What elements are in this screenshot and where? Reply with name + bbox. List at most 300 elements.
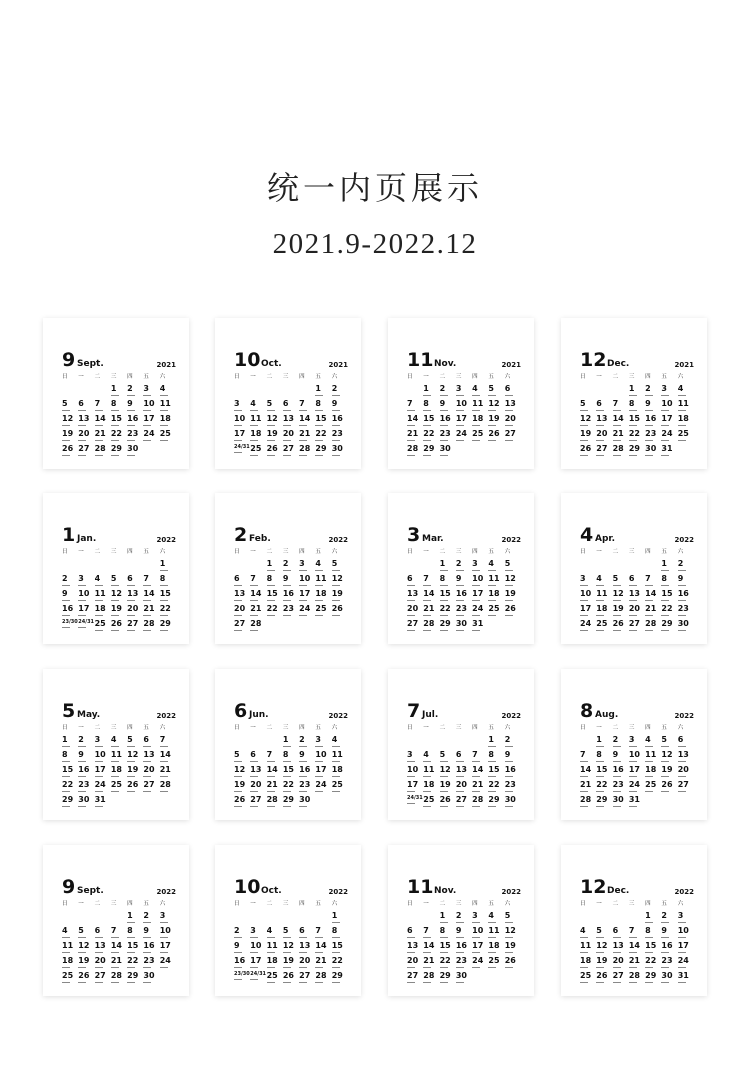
weekday-label: 五 <box>315 549 321 555</box>
lunar-date-mark <box>440 791 448 793</box>
lunar-date-mark <box>62 967 70 969</box>
month-number: 6 <box>234 700 248 722</box>
weekday-label: 一 <box>423 901 429 907</box>
lunar-date-mark <box>423 937 431 939</box>
day-cell <box>472 926 488 941</box>
lunar-date-mark <box>283 410 291 412</box>
day-cell <box>505 574 521 589</box>
day-number: 12 <box>661 750 673 759</box>
lunar-date-mark <box>661 455 669 457</box>
day-number: 13 <box>94 941 106 950</box>
day-number: 8 <box>645 926 651 935</box>
lunar-date-mark <box>613 952 621 954</box>
weekday-label: 日 <box>62 725 68 731</box>
day-number: 27 <box>234 619 246 628</box>
weekday-label: 六 <box>677 549 684 555</box>
lunar-date-mark <box>596 746 604 748</box>
day-number: 9 <box>78 750 84 759</box>
lunar-date-mark <box>127 630 135 632</box>
weekday-label: 六 <box>331 901 338 907</box>
day-number: 22 <box>282 780 294 789</box>
day-number: 1 <box>423 384 429 393</box>
weekday-label: 五 <box>661 725 667 731</box>
empty-day-cell <box>580 559 596 574</box>
lunar-date-mark <box>423 395 431 397</box>
lunar-date-mark <box>78 455 86 457</box>
day-cell <box>283 926 299 941</box>
lunar-date-mark <box>143 761 151 763</box>
day-cell <box>250 971 266 986</box>
day-cell <box>456 619 472 634</box>
day-number: 23 <box>331 429 343 438</box>
day-cell <box>95 780 111 795</box>
lunar-date-mark <box>315 455 323 457</box>
day-cell <box>267 750 283 765</box>
day-number: 24 <box>661 429 673 438</box>
lunar-date-mark <box>645 967 653 969</box>
lunar-date-mark <box>645 395 653 397</box>
day-number: 14 <box>250 589 262 598</box>
day-cell <box>596 414 612 429</box>
lunar-date-mark <box>472 922 480 924</box>
weekday-label: 日 <box>580 901 586 907</box>
day-cell <box>160 429 176 444</box>
day-cell <box>456 559 472 574</box>
lunar-date-mark <box>661 922 669 924</box>
empty-day-cell <box>440 735 456 750</box>
lunar-date-mark <box>440 776 448 778</box>
empty-day-cell <box>62 384 78 399</box>
lunar-date-mark <box>267 952 275 954</box>
month-header <box>62 875 176 897</box>
day-number: 3 <box>250 926 256 935</box>
day-cell <box>250 414 266 429</box>
day-number: 6 <box>677 735 684 744</box>
lunar-date-mark <box>613 761 621 763</box>
day-number: 14 <box>472 765 484 774</box>
weekday-label: 二 <box>94 549 101 555</box>
day-cell <box>472 589 488 604</box>
year-label: 2022 <box>501 888 521 896</box>
day-cell <box>299 444 315 459</box>
day-number: 15 <box>645 941 657 950</box>
lunar-date-mark <box>505 440 513 442</box>
lunar-date-mark <box>580 440 588 442</box>
lunar-date-mark <box>315 425 323 427</box>
day-cell <box>661 780 677 795</box>
day-cell <box>315 414 331 429</box>
day-cell <box>283 444 299 459</box>
day-number: 4 <box>62 926 68 935</box>
day-number: 23 <box>677 604 689 613</box>
day-number: 31 <box>661 444 673 453</box>
lunar-date-mark <box>62 982 70 984</box>
day-number: 7 <box>645 574 651 583</box>
lunar-date-mark <box>234 967 242 969</box>
day-number: 29 <box>331 971 343 980</box>
lunar-date-mark <box>629 761 637 763</box>
lunar-date-mark <box>629 791 637 793</box>
weekday-label: 六 <box>159 549 166 555</box>
day-cell <box>505 765 521 780</box>
month-number: 12 <box>580 876 607 898</box>
weekday-header-row <box>407 548 521 556</box>
month-number: 2 <box>234 524 248 546</box>
day-number: 20 <box>504 414 516 423</box>
lunar-date-mark <box>629 982 637 984</box>
weekday-label: 六 <box>159 725 166 731</box>
lunar-date-mark <box>299 600 307 602</box>
day-cell <box>456 926 472 941</box>
year-label: 2021 <box>156 361 176 369</box>
day-cell <box>613 574 629 589</box>
weekday-label: 三 <box>628 549 635 555</box>
day-number: 18 <box>596 604 608 613</box>
lunar-date-mark <box>505 937 513 939</box>
day-cell <box>234 926 250 941</box>
weekday-label: 六 <box>159 374 166 380</box>
lunar-date-mark <box>596 776 604 778</box>
lunar-date-mark <box>250 455 258 457</box>
month-calendar-card <box>561 318 707 469</box>
day-number: 24/31 <box>250 971 267 977</box>
lunar-date-mark <box>661 791 669 793</box>
day-cell <box>440 926 456 941</box>
day-number: 19 <box>127 765 139 774</box>
day-cell <box>95 926 111 941</box>
year-label: 2022 <box>674 712 694 720</box>
day-cell <box>127 750 143 765</box>
lunar-date-mark <box>250 600 258 602</box>
lunar-date-mark <box>299 967 307 969</box>
day-number: 18 <box>266 956 278 965</box>
lunar-date-mark <box>678 761 686 763</box>
empty-day-cell <box>127 559 143 574</box>
lunar-date-mark <box>472 791 480 793</box>
lunar-date-mark <box>440 615 448 617</box>
month-calendar-card <box>43 318 189 469</box>
lunar-date-mark <box>661 746 669 748</box>
weekday-label: 五 <box>143 549 149 555</box>
day-number: 22 <box>488 780 500 789</box>
day-cell <box>299 604 315 619</box>
year-label: 2022 <box>156 536 176 544</box>
lunar-date-mark <box>160 630 168 632</box>
lunar-date-mark <box>127 982 135 984</box>
day-cell <box>661 750 677 765</box>
day-cell <box>160 589 176 604</box>
lunar-date-mark <box>678 937 686 939</box>
day-cell <box>267 941 283 956</box>
lunar-date-mark <box>440 585 448 587</box>
day-cell <box>332 941 348 956</box>
day-number: 11 <box>250 414 262 423</box>
lunar-date-mark <box>423 600 431 602</box>
day-cell <box>645 604 661 619</box>
day-number: 11 <box>488 926 500 935</box>
day-cell <box>661 956 677 971</box>
day-number: 18 <box>677 414 689 423</box>
month-header <box>580 523 694 545</box>
weekday-label: 日 <box>62 374 68 380</box>
day-cell <box>160 414 176 429</box>
day-number: 25 <box>596 619 608 628</box>
day-cell <box>78 414 94 429</box>
lunar-date-mark <box>456 585 464 587</box>
weekday-label: 六 <box>677 374 684 380</box>
day-cell <box>407 926 423 941</box>
empty-day-cell <box>95 911 111 926</box>
lunar-date-mark <box>250 585 258 587</box>
day-number: 17 <box>455 414 467 423</box>
lunar-date-mark <box>160 761 168 763</box>
empty-day-cell <box>250 735 266 750</box>
day-number: 27 <box>455 795 467 804</box>
day-cell <box>678 589 694 604</box>
lunar-date-mark <box>580 585 588 587</box>
days-grid <box>407 559 521 634</box>
day-number: 18 <box>62 956 74 965</box>
day-cell <box>505 941 521 956</box>
day-number: 11 <box>645 750 657 759</box>
month-header <box>234 875 348 897</box>
lunar-date-mark <box>661 776 669 778</box>
day-number: 11 <box>266 941 278 950</box>
lunar-date-mark <box>580 615 588 617</box>
lunar-date-mark <box>160 791 168 793</box>
lunar-date-mark <box>629 937 637 939</box>
day-number: 2 <box>612 735 619 744</box>
day-cell <box>78 971 94 986</box>
day-number: 6 <box>143 735 149 744</box>
weekday-label: 三 <box>455 725 462 731</box>
day-number: 14 <box>159 750 171 759</box>
weekday-header-row <box>407 373 521 381</box>
day-cell <box>250 399 266 414</box>
lunar-date-mark <box>111 937 119 939</box>
day-number: 5 <box>612 574 619 583</box>
empty-day-cell <box>95 559 111 574</box>
weekday-label: 二 <box>266 901 273 907</box>
day-number: 30 <box>455 619 467 628</box>
lunar-date-mark <box>299 615 307 617</box>
empty-day-cell <box>423 911 439 926</box>
lunar-date-mark <box>661 570 669 572</box>
lunar-date-mark <box>629 776 637 778</box>
day-cell <box>645 399 661 414</box>
weekday-label: 三 <box>628 374 635 380</box>
day-number: 21 <box>143 604 155 613</box>
day-number: 2 <box>661 911 667 920</box>
lunar-date-mark <box>629 395 637 397</box>
lunar-date-mark <box>283 776 291 778</box>
day-cell <box>143 765 159 780</box>
day-cell <box>332 971 348 986</box>
empty-day-cell <box>407 735 423 750</box>
day-cell <box>160 574 176 589</box>
lunar-date-mark <box>111 630 119 632</box>
lunar-date-mark <box>62 761 70 763</box>
day-cell <box>267 399 283 414</box>
lunar-date-mark <box>440 425 448 427</box>
day-cell <box>127 589 143 604</box>
lunar-date-mark <box>267 410 275 412</box>
days-grid <box>234 735 348 810</box>
day-cell <box>440 619 456 634</box>
day-cell <box>78 735 94 750</box>
day-cell <box>250 589 266 604</box>
day-number: 18 <box>159 414 171 423</box>
lunar-date-mark <box>78 600 86 602</box>
lunar-date-mark <box>423 425 431 427</box>
day-number: 24 <box>580 619 592 628</box>
day-number: 13 <box>628 589 640 598</box>
day-cell <box>580 956 596 971</box>
lunar-date-mark <box>488 615 496 617</box>
empty-day-cell <box>580 735 596 750</box>
day-cell <box>661 559 677 574</box>
day-number: 24 <box>159 956 171 965</box>
day-cell <box>127 926 143 941</box>
day-cell <box>505 384 521 399</box>
day-number: 22 <box>62 780 74 789</box>
lunar-date-mark <box>62 585 70 587</box>
day-number: 29 <box>645 971 657 980</box>
lunar-date-mark <box>267 806 275 808</box>
lunar-date-mark <box>580 600 588 602</box>
day-cell <box>580 750 596 765</box>
lunar-date-mark <box>613 600 621 602</box>
day-cell <box>645 971 661 986</box>
day-number: 13 <box>143 750 155 759</box>
weekday-label: 四 <box>645 901 651 907</box>
weekday-label: 三 <box>455 374 462 380</box>
lunar-date-mark <box>505 761 513 763</box>
lunar-date-mark <box>407 982 415 984</box>
day-cell <box>629 414 645 429</box>
day-number: 10 <box>661 399 673 408</box>
day-number: 30 <box>143 971 155 980</box>
weekday-label: 二 <box>439 725 446 731</box>
day-number: 6 <box>78 399 84 408</box>
day-cell <box>613 971 629 986</box>
day-number: 27 <box>299 971 311 980</box>
empty-day-cell <box>111 559 127 574</box>
lunar-date-mark <box>407 952 415 954</box>
weekday-label: 五 <box>143 725 149 731</box>
day-number: 1 <box>159 559 166 568</box>
lunar-date-mark <box>678 425 686 427</box>
day-cell <box>111 604 127 619</box>
weekday-label: 一 <box>78 725 84 731</box>
day-cell <box>283 956 299 971</box>
day-number: 25 <box>266 971 278 980</box>
day-number: 15 <box>661 589 673 598</box>
day-number: 23 <box>455 604 467 613</box>
day-cell <box>315 926 331 941</box>
lunar-date-mark <box>488 425 496 427</box>
day-number: 16 <box>455 589 467 598</box>
day-cell <box>423 926 439 941</box>
lunar-date-mark <box>661 630 669 632</box>
lunar-date-mark <box>78 791 86 793</box>
lunar-date-mark <box>143 982 151 984</box>
day-cell <box>332 399 348 414</box>
day-number: 3 <box>299 559 305 568</box>
day-number: 7 <box>423 926 429 935</box>
lunar-date-mark <box>661 425 669 427</box>
lunar-date-mark <box>407 630 415 632</box>
day-number: 21 <box>628 956 640 965</box>
day-number: 26 <box>580 444 592 453</box>
month-number: 1 <box>62 524 76 546</box>
day-cell <box>596 429 612 444</box>
lunar-date-mark <box>332 600 340 602</box>
lunar-date-mark <box>95 600 103 602</box>
day-cell <box>127 399 143 414</box>
lunar-date-mark <box>423 791 431 793</box>
lunar-date-mark <box>678 440 686 442</box>
lunar-date-mark <box>423 982 431 984</box>
day-number: 13 <box>299 941 311 950</box>
lunar-date-mark <box>78 410 86 412</box>
lunar-date-mark <box>283 440 291 442</box>
month-name: Mar. <box>422 534 444 544</box>
day-cell <box>613 750 629 765</box>
day-number: 9 <box>677 574 684 583</box>
day-cell <box>440 971 456 986</box>
weekday-header-row <box>234 724 348 732</box>
day-cell <box>283 971 299 986</box>
lunar-date-mark <box>78 952 86 954</box>
day-number: 8 <box>282 750 289 759</box>
day-number: 28 <box>423 619 435 628</box>
day-cell <box>661 589 677 604</box>
lunar-date-mark <box>332 791 340 793</box>
day-cell <box>440 750 456 765</box>
weekday-label: 一 <box>250 901 256 907</box>
lunar-date-mark <box>143 585 151 587</box>
day-number: 26 <box>504 956 516 965</box>
lunar-date-mark <box>613 937 621 939</box>
day-number: 29 <box>127 971 139 980</box>
day-cell <box>111 735 127 750</box>
day-cell <box>596 780 612 795</box>
day-cell <box>645 911 661 926</box>
day-cell <box>332 574 348 589</box>
lunar-date-mark <box>95 982 103 984</box>
day-cell <box>596 795 612 810</box>
day-number: 9 <box>661 926 667 935</box>
day-cell <box>423 956 439 971</box>
weekday-label: 日 <box>62 549 68 555</box>
lunar-date-mark <box>440 922 448 924</box>
lunar-date-mark <box>440 937 448 939</box>
day-number: 6 <box>407 574 413 583</box>
day-number: 20 <box>127 604 139 613</box>
month-calendar-card <box>388 318 534 469</box>
day-cell <box>407 941 423 956</box>
weekday-label: 三 <box>282 549 289 555</box>
day-cell <box>645 619 661 634</box>
lunar-date-mark <box>580 982 588 984</box>
day-cell <box>127 911 143 926</box>
day-cell <box>472 399 488 414</box>
lunar-date-mark <box>143 746 151 748</box>
lunar-date-mark <box>315 967 323 969</box>
day-cell <box>315 384 331 399</box>
day-cell <box>596 956 612 971</box>
